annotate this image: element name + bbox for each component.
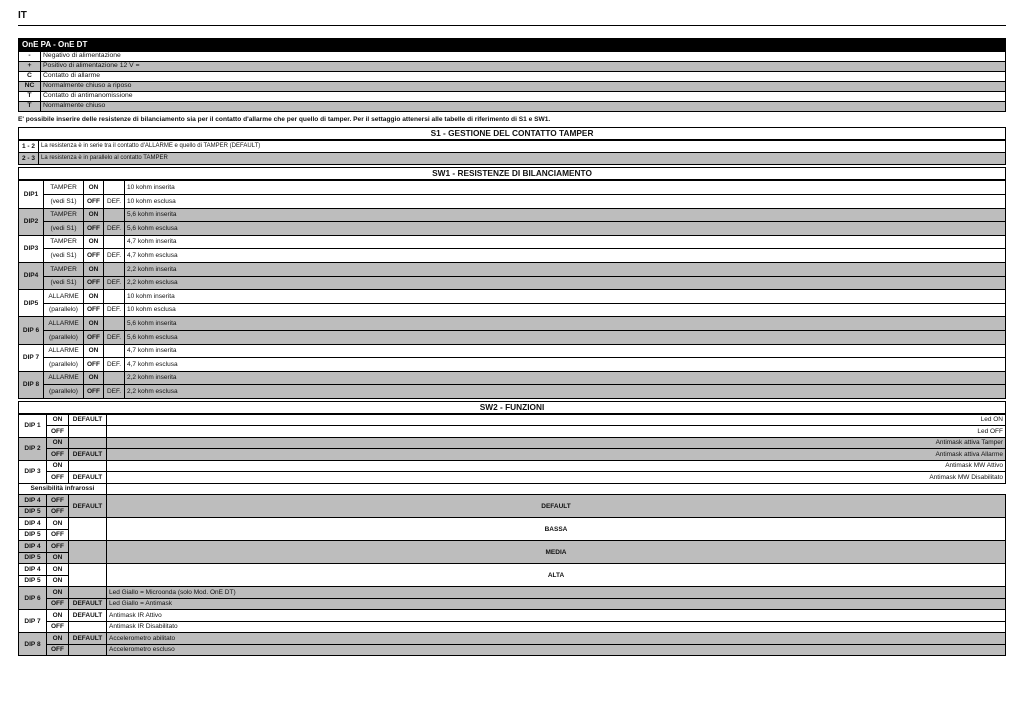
table-row [19,358,1006,372]
table-row [19,518,1006,530]
dip-function-note: (parallelo) [44,385,84,399]
dip-label: DIP 8 [19,633,47,656]
default-cell [104,181,125,195]
table-row [19,81,1006,91]
jumper-position: 2 - 3 [19,153,39,165]
table-row [19,541,1006,553]
table-row [19,371,1006,385]
off-value: 5,6 kohm esclusa [125,222,1006,236]
table-row [19,598,1006,610]
dip-function-note: (vedi S1) [44,222,84,236]
default-cell [69,644,107,656]
function-on: Antimask IR Attivo [107,610,1006,622]
table-row [19,644,1006,656]
default-marker: DEF. [104,303,125,317]
default-marker: DEFAULT [69,610,107,622]
dip-function-note: (parallelo) [44,330,84,344]
default-marker: DEF. [104,222,125,236]
table-row [19,437,1006,449]
default-marker: DEFAULT [69,414,107,426]
function-off: Led OFF [107,426,1006,438]
table-row [19,330,1006,344]
table-row [19,460,1006,472]
table-row [19,235,1006,249]
default-marker: DEF. [104,330,125,344]
function-on: Led Giallo = Microonda (solo Mod. OnE DT) [107,587,1006,599]
on-value: 2,2 kohm inserita [125,371,1006,385]
terminal-label: C [19,71,41,81]
off-state: OFF [47,541,69,553]
terminal-label: T [19,101,41,111]
on-state: ON [84,235,104,249]
table-row [19,385,1006,399]
table-row [19,587,1006,599]
dip-function: ALLARME [44,317,84,331]
sensitivity-high: ALTA [107,564,1006,587]
off-value: 2,2 kohm esclusa [125,276,1006,290]
default-cell [104,317,125,331]
sensitivity-default: DEFAULT [107,495,1006,518]
table-row [19,101,1006,111]
off-state: OFF [84,330,104,344]
default-cell [104,290,125,304]
table-row [19,449,1006,461]
dip-label: DIP 7 [19,610,47,633]
product-title: OnE PA - OnE DT [18,38,1006,51]
jumper-position: 1 - 2 [19,141,39,153]
language-columns [18,8,1006,656]
dip-label: DIP 4 [19,518,47,530]
dip-label: DIP 1 [19,414,47,437]
default-cell [104,208,125,222]
language-column [18,8,1006,656]
dip-label: DIP 4 [19,541,47,553]
dip-label: DIP 4 [19,495,47,507]
off-value: 2,2 kohm esclusa [125,385,1006,399]
table-row [19,222,1006,236]
on-state: ON [47,575,69,587]
dip-label: DIP 5 [19,529,47,541]
on-state: ON [84,181,104,195]
dip-function-note: (vedi S1) [44,249,84,263]
off-state: OFF [84,249,104,263]
dip-label: DIP2 [19,208,44,235]
terminal-label: - [19,51,41,61]
default-marker: DEF. [104,358,125,372]
terminal-desc: Positivo di alimentazione 12 V = [41,61,1006,71]
off-state: OFF [84,385,104,399]
function-on: Accelerometro abilitato [107,633,1006,645]
off-state: OFF [47,495,69,507]
default-marker: DEFAULT [69,449,107,461]
table-row [19,195,1006,209]
default-marker: DEFAULT [69,633,107,645]
off-state: OFF [47,449,69,461]
dip-function: ALLARME [44,290,84,304]
table-row [19,414,1006,426]
on-state: ON [47,587,69,599]
default-marker: DEF. [104,249,125,263]
off-value: 5,6 kohm esclusa [125,330,1006,344]
dip-label: DIP 5 [19,552,47,564]
on-value: 4,7 kohm inserita [125,344,1006,358]
off-state: OFF [84,222,104,236]
table-row [19,290,1006,304]
dip-function: TAMPER [44,181,84,195]
terminal-label: T [19,91,41,101]
on-value: 4,7 kohm inserita [125,235,1006,249]
dip-label: DIP 6 [19,317,44,344]
off-value: 10 kohm esclusa [125,303,1006,317]
dip-function-note: (parallelo) [44,358,84,372]
default-marker: DEF. [104,195,125,209]
off-state: OFF [47,529,69,541]
default-marker: DEFAULT [69,472,107,484]
on-state: ON [47,460,69,472]
default-cell [69,541,107,564]
off-state: OFF [84,303,104,317]
terminal-desc: Contatto di allarme [41,71,1006,81]
sw1-table [18,180,1006,399]
table-row [19,141,1006,153]
table-row [19,208,1006,222]
table-row [19,303,1006,317]
on-state: ON [84,317,104,331]
on-value: 2,2 kohm inserita [125,262,1006,276]
default-marker: DEFAULT [69,598,107,610]
table-row [19,249,1006,263]
function-off: Antimask MW Disabilitato [107,472,1006,484]
on-value: 5,6 kohm inserita [125,208,1006,222]
off-value: 4,7 kohm esclusa [125,358,1006,372]
language-code: IT [18,8,1006,26]
table-row [19,621,1006,633]
dip-function: TAMPER [44,235,84,249]
function-off: Antimask IR Disabilitato [107,621,1006,633]
dip-function: ALLARME [44,371,84,385]
table-row [19,344,1006,358]
on-state: ON [47,610,69,622]
off-state: OFF [47,506,69,518]
dip-function-note: (parallelo) [44,303,84,317]
table-row [19,610,1006,622]
dip-label: DIP4 [19,262,44,289]
dip-label: DIP 3 [19,460,47,483]
on-value: 10 kohm inserita [125,290,1006,304]
sensitivity-medium: MEDIA [107,541,1006,564]
on-state: ON [47,414,69,426]
on-value: 10 kohm inserita [125,181,1006,195]
off-state: OFF [47,621,69,633]
terminal-label: NC [19,81,41,91]
table-row [19,153,1006,165]
off-state: OFF [84,195,104,209]
dip-label: DIP3 [19,235,44,262]
on-state: ON [47,518,69,530]
table-row [19,181,1006,195]
default-cell [104,344,125,358]
dip-label: DIP 2 [19,437,47,460]
default-cell [104,262,125,276]
on-value: 5,6 kohm inserita [125,317,1006,331]
dip-function: ALLARME [44,344,84,358]
table-row [19,71,1006,81]
jumper-desc: La resistenza è in parallelo al contatto TAMPER [39,153,1006,165]
sw1-title: SW1 - RESISTENZE DI BILANCIAMENTO [18,167,1006,180]
table-row [19,564,1006,576]
function-off: Led Giallo = Antimask [107,598,1006,610]
on-state: ON [84,262,104,276]
default-cell [69,621,107,633]
on-state: ON [47,564,69,576]
function-off: Antimask attiva Allarme [107,449,1006,461]
sw2-table [18,414,1006,657]
on-state: ON [47,633,69,645]
default-marker: DEFAULT [69,495,107,518]
dip-label: DIP 6 [19,587,47,610]
function-on: Led ON [107,414,1006,426]
sw2-title: SW2 - FUNZIONI [18,401,1006,414]
default-cell [69,564,107,587]
table-row [19,426,1006,438]
table-row [19,317,1006,331]
dip-function-note: (vedi S1) [44,276,84,290]
on-state: ON [84,208,104,222]
default-cell [104,235,125,249]
sensitivity-low: BASSA [107,518,1006,541]
dip-label: DIP1 [19,181,44,208]
table-row [19,633,1006,645]
dip-label: DIP 8 [19,371,44,398]
table-row [19,262,1006,276]
off-value: 10 kohm esclusa [125,195,1006,209]
on-state: ON [84,290,104,304]
off-state: OFF [47,598,69,610]
default-marker: DEF. [104,385,125,399]
table-row [19,276,1006,290]
off-state: OFF [47,472,69,484]
default-marker: DEF. [104,276,125,290]
dip-label: DIP 5 [19,575,47,587]
s1-table [18,140,1006,165]
jumper-desc: La resistenza è in serie tra il contatto d'ALLARME e quello di TAMPER (DEFAULT) [39,141,1006,153]
table-row [19,483,1006,495]
default-cell [69,426,107,438]
terminal-table [18,51,1006,112]
on-state: ON [84,344,104,358]
off-state: OFF [84,358,104,372]
off-state: OFF [47,644,69,656]
function-off: Accelerometro escluso [107,644,1006,656]
default-cell [104,371,125,385]
balancing-note: E' possibile inserire delle resistenze di bilanciamento sia per il contatto d'allarme che per quello di tamper. Per il settaggio attenersi alle tabelle di riferimento di S1 e SW1. [18,115,551,123]
off-value: 4,7 kohm esclusa [125,249,1006,263]
dip-label: DIP 4 [19,564,47,576]
function-on: Antimask attiva Tamper [107,437,1006,449]
dip-label: DIP5 [19,290,44,317]
function-on: Antimask MW Attivo [107,460,1006,472]
terminal-label: + [19,61,41,71]
sensitivity-title: Sensibilità infrarossi [19,483,107,495]
on-state: ON [47,552,69,564]
dip-function: TAMPER [44,208,84,222]
off-state: OFF [47,426,69,438]
default-cell [69,518,107,541]
dip-function-note: (vedi S1) [44,195,84,209]
default-cell [69,437,107,449]
table-row [19,91,1006,101]
terminal-desc: Negativo di alimentazione [41,51,1006,61]
table-row [19,61,1006,71]
terminal-desc: Normalmente chiuso [41,101,1006,111]
dip-label: DIP 5 [19,506,47,518]
dip-label: DIP 7 [19,344,44,371]
on-state: ON [47,437,69,449]
table-row [19,495,1006,507]
dip-function: TAMPER [44,262,84,276]
default-cell [69,460,107,472]
terminal-desc: Normalmente chiuso a riposo [41,81,1006,91]
terminal-desc: Contatto di antimanomissione [41,91,1006,101]
on-state: ON [84,371,104,385]
s1-title: S1 - GESTIONE DEL CONTATTO TAMPER [18,127,1006,140]
table-row [19,51,1006,61]
table-row [19,472,1006,484]
off-state: OFF [84,276,104,290]
default-cell [69,587,107,599]
